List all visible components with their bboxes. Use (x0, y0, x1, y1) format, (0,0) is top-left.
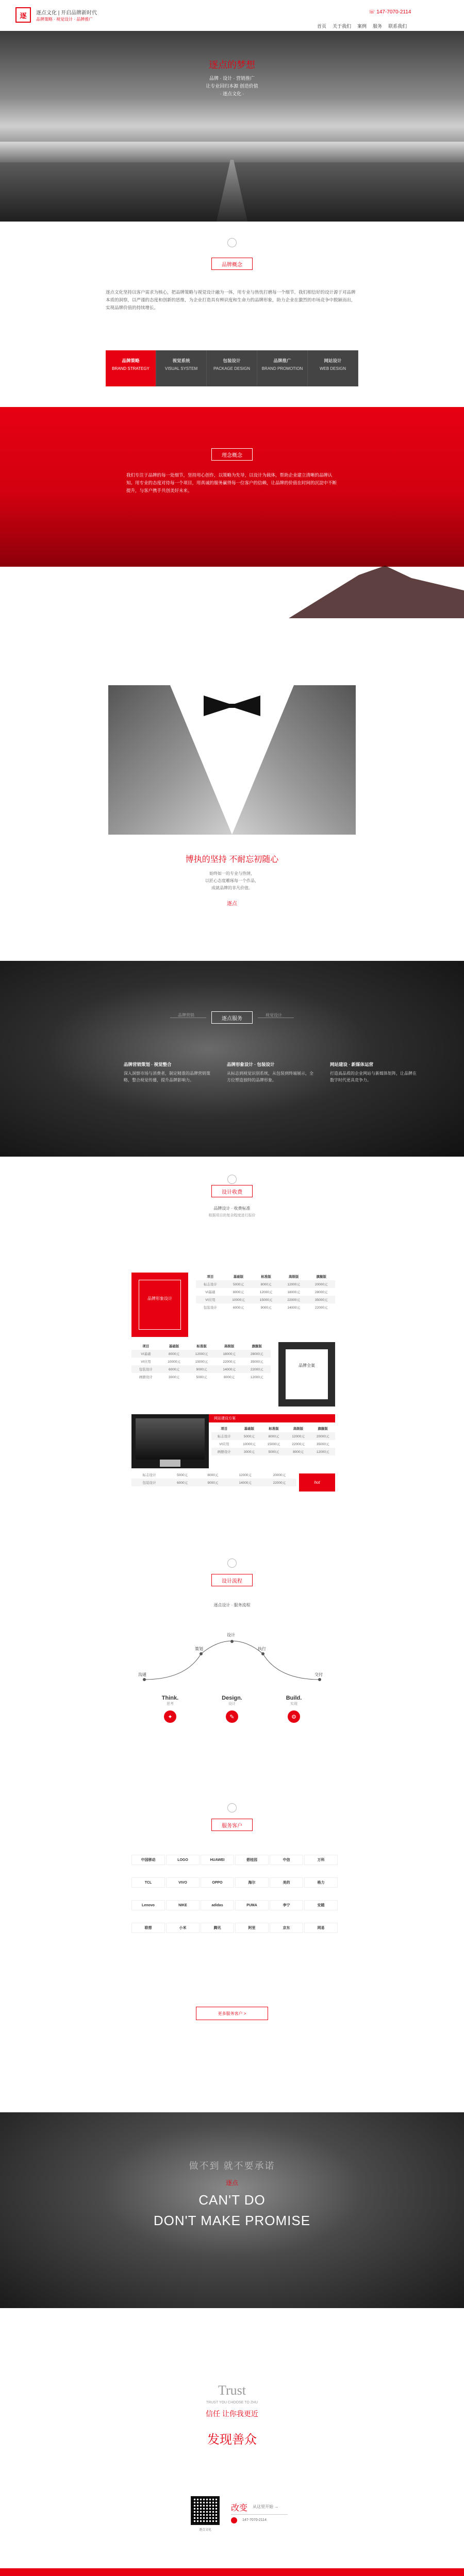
lightbulb-icon: ✦ (164, 1710, 176, 1723)
phase-sub: 思考 (167, 1702, 174, 1706)
tab-title: 包装设计 (223, 358, 241, 363)
promise-banner (0, 2112, 464, 2308)
change-subtitle: 从这里开始 → (253, 2504, 279, 2509)
pricing-card-red[interactable] (131, 1273, 188, 1337)
tab-sub: WEB DESIGN (319, 366, 346, 371)
promise-line-1: CAN'T DO (198, 2192, 266, 2208)
pricing-table-1: 项目 基础版 标准版 高级版 旗舰版 标志设计 5000元 8000元 12000元 20000元 VI基础 8000元 12000元 18000元 28000元 VI应用 10000元 15000元 22000元 35000元 包装设计 6000元 9000元 14000元 22000元 (196, 1273, 335, 1311)
tab-title: 视觉系统 (172, 358, 190, 363)
change-title: 改变 (231, 2504, 248, 2513)
service-item-marketing (124, 1061, 214, 1083)
more-clients-button[interactable]: 更多服务客户 > (196, 2007, 268, 2020)
client-logo: 李宁 (270, 1900, 303, 1910)
nav-item-home[interactable]: 首页 (317, 24, 327, 29)
client-logo: 小米 (166, 1923, 200, 1933)
logo-mark: 逐 (20, 11, 27, 20)
client-logo: NIKE (166, 1900, 200, 1910)
client-logo: Lenovo (131, 1900, 165, 1910)
services-section (0, 961, 464, 1157)
website-banner-title: 网站建设方案 (214, 1417, 236, 1420)
contact-phone: 147-7070-2114 (242, 2518, 267, 2522)
service-text: 打造高品质的企业网站与新媒体矩阵，让品牌在数字时代更具竞争力。 (330, 1071, 417, 1082)
philosophy-section-tag: 理念概念 (211, 448, 253, 461)
pricing-table-3: 项目 基础版 标准版 高级版 旗舰版 标志设计 5000元 8000元 12000元 20000元 VI应用 10000元 15000元 22000元 35000元 画册设计 3000元 5000元 8000元 12000元 (211, 1425, 335, 1455)
hero-line-1: 品牌 · 设计 · 营销推广 (209, 76, 255, 81)
client-logo-grid (131, 1855, 338, 1933)
tab-brand-strategy[interactable] (106, 350, 156, 386)
qr-code (191, 2496, 220, 2525)
client-logo: 腾讯 (201, 1923, 234, 1933)
services-right-label: 视觉设计 (266, 1013, 282, 1018)
service-item-identity (227, 1061, 317, 1083)
client-logo: TCL (131, 1877, 165, 1888)
tab-sub: BRAND PROMOTION (261, 366, 303, 371)
trust-calligraphy: 发现善众 (207, 2433, 257, 2447)
qr-caption: 逐点文化 (198, 2529, 211, 2532)
footer (0, 2568, 464, 2576)
client-logo: 格力 (304, 1877, 338, 1888)
trust-subtitle: TRUST YOU CHOOSE TO ZHU (206, 2401, 258, 2404)
client-logo: LOGO (166, 1855, 200, 1865)
process-section-tag: 设计流程 (211, 1574, 253, 1586)
brand-paragraph: 逐点文化坚持以客户需求为核心，把品牌策略与视觉设计融为一体，用专业与热忱打磨每一个细节。我们相信好的设计源于对品牌本质的洞察，以严谨的态度和创新的思维，为企业打造具有辨识度和生命力的品牌形象，助力企业在激烈的市场竞争中脱颖而出，实现品牌价值的持续增长。 (106, 290, 356, 310)
promise-cn-line: 做不到 就不要承诺 (189, 2161, 275, 2171)
section-divider-icon (227, 1803, 237, 1812)
service-title: 品牌营销策划 · 视觉整合 (124, 1062, 172, 1067)
service-item-web (330, 1061, 420, 1083)
process-step-5: 交付 (314, 1672, 323, 1677)
suit-line-3: 成就品牌的非凡价值。 (211, 886, 253, 890)
hero-road (217, 160, 247, 222)
pricing-table-4: 标志设计 5000元 8000元 12000元 20000元 包装设计 6000元 9000元 14000元 22000元 (131, 1471, 296, 1486)
client-logo: 网易 (304, 1923, 338, 1933)
tab-sub: VISUAL SYSTEM (164, 366, 198, 371)
client-logo: HUAWEI (201, 1855, 234, 1865)
client-logo: 中信 (270, 1855, 303, 1865)
nav-item-about[interactable]: 关于我们 (333, 24, 352, 29)
pricing-card-title: 品牌全案 (299, 1363, 315, 1368)
suit-line-1: 始终如一的专业与热情， (209, 871, 255, 876)
client-logo: 阿里 (235, 1923, 269, 1933)
phase-sub: 设计 (228, 1702, 236, 1706)
process-subtitle: 逐点设计 · 服务流程 (213, 1603, 251, 1607)
section-divider-icon (227, 238, 237, 247)
phase-design (217, 1695, 247, 1723)
pricing-section-tag: 设计收费 (211, 1185, 253, 1197)
phase-title: Think. (161, 1695, 179, 1701)
philosophy-paragraph: 我们专注于品牌的每一处细节，坚持用心创作，以策略为先导，以设计为载体，帮助企业建立清晰的品牌认知。用专业的态度对待每一个项目，用真诚的服务赢得每一位客户的信赖，让品牌的价值在时间的沉淀中不断提升，与客户携手共创美好未来。 (126, 472, 337, 493)
pricing-card-title: 品牌形象设计 (147, 1296, 172, 1301)
gear-icon: ⚙ (288, 1710, 300, 1723)
tab-sub: BRAND STRATEGY (112, 366, 150, 371)
nav-item-services[interactable]: 服务 (373, 24, 383, 29)
hot-badge: hot (299, 1473, 335, 1492)
website-banner (209, 1414, 335, 1422)
client-logo: 碧桂园 (235, 1855, 269, 1865)
client-logo: 美的 (270, 1877, 303, 1888)
tab-title: 网站设计 (324, 358, 342, 363)
trust-red-line: 信任 让你我更近 (206, 2410, 258, 2418)
client-logo: 中国移动 (131, 1855, 165, 1865)
tab-brand-promotion[interactable] (257, 350, 308, 386)
service-text: 从标志到视觉识别系统，从包装到终端展示，全方位塑造独特的品牌形象。 (227, 1071, 313, 1082)
phone-icon (231, 2517, 237, 2523)
service-title: 网站建设 · 新媒体运营 (330, 1062, 374, 1067)
client-logo: 万科 (304, 1855, 338, 1865)
company-subtitle: 品牌策略 · 视觉设计 · 品牌推广 (36, 17, 93, 22)
logo[interactable] (15, 7, 31, 23)
process-step-2: 策划 (195, 1647, 203, 1651)
suit-line-2: 以匠心态度雕琢每一个作品， (205, 878, 259, 883)
suit-signature: 逐点 (227, 901, 237, 907)
phase-sub: 实现 (290, 1702, 297, 1706)
hero-line-2: 让专业回归本源 创造价值 (206, 83, 258, 89)
client-logo: VIVO (166, 1877, 200, 1888)
phase-title: Design. (222, 1695, 242, 1701)
client-logo: 京东 (270, 1923, 303, 1933)
tab-visual-system[interactable] (156, 350, 207, 386)
pen-icon: ✎ (226, 1710, 238, 1723)
main-nav (317, 23, 407, 29)
clients-section-tag: 服务客户 (211, 1819, 253, 1831)
brand-section-tag: 品牌概念 (211, 258, 253, 270)
promise-mark: 逐点 (225, 2179, 238, 2187)
tab-sub: PACKAGE DESIGN (213, 366, 250, 371)
process-step-4: 执行 (258, 1647, 266, 1651)
section-divider-icon (227, 1175, 237, 1184)
client-logo: 安踏 (304, 1900, 338, 1910)
service-text: 深入洞察市场与消费者，制定精准的品牌营销策略，整合视觉传播，提升品牌影响力。 (124, 1071, 210, 1082)
phase-build (278, 1695, 309, 1723)
services-section-tag: 逐点服务 (211, 1011, 253, 1024)
hotline: ☏ 147-7070-2114 (369, 9, 411, 15)
website-mockup (131, 1414, 209, 1468)
promise-line-2: DON'T MAKE PROMISE (153, 2213, 311, 2228)
phase-think (155, 1695, 186, 1723)
pricing-note: 根据项目的复杂程度进行报价 (208, 1214, 256, 1217)
tab-title: 品牌推广 (273, 358, 291, 363)
change-divider (231, 2514, 288, 2515)
brand-tabs (106, 350, 358, 386)
pricing-table-2: 项目 基础版 标准版 高级版 旗舰版 VI基础 8000元 12000元 18000元 28000元 VI应用 10000元 15000元 22000元 35000元 包装设计 6000元 9000元 14000元 22000元 画册设计 3000元 5000元 8000元 12000元 (131, 1342, 271, 1381)
hero-horizon (0, 142, 464, 162)
header (0, 0, 464, 31)
client-logo: 联想 (131, 1923, 165, 1933)
client-logo: OPPO (201, 1877, 234, 1888)
tab-web-design[interactable] (308, 350, 358, 386)
process-curve (139, 1633, 325, 1690)
services-left-label: 品牌营销 (178, 1013, 194, 1018)
client-logo: adidas (201, 1900, 234, 1910)
nav-item-contact[interactable]: 联系我们 (388, 24, 407, 29)
suit-motto: 博执的坚持 不耐忘初随心 (185, 855, 279, 864)
process-step-1: 沟通 (138, 1672, 146, 1677)
company-name: 逐点文化 | 开启品牌新时代 (36, 10, 97, 16)
client-logo: PUMA (235, 1900, 269, 1910)
trust-title: Trust (218, 2383, 246, 2398)
service-title: 品牌形象设计 · 包装设计 (227, 1062, 275, 1067)
pricing-card-dark[interactable] (278, 1342, 335, 1406)
client-logo: 海尔 (235, 1877, 269, 1888)
process-step-3: 设计 (227, 1633, 235, 1637)
hero-line-3: · 逐点文化 · (220, 91, 244, 96)
phase-title: Build. (286, 1695, 302, 1701)
nav-item-cases[interactable]: 案例 (357, 24, 367, 29)
hero-title: 逐点的梦想 (209, 60, 255, 70)
section-divider-icon (227, 1558, 237, 1568)
tab-title: 品牌策略 (122, 358, 140, 363)
tab-package-design[interactable] (207, 350, 257, 386)
pricing-subtitle: 品牌设计 · 收费标准 (213, 1206, 251, 1211)
